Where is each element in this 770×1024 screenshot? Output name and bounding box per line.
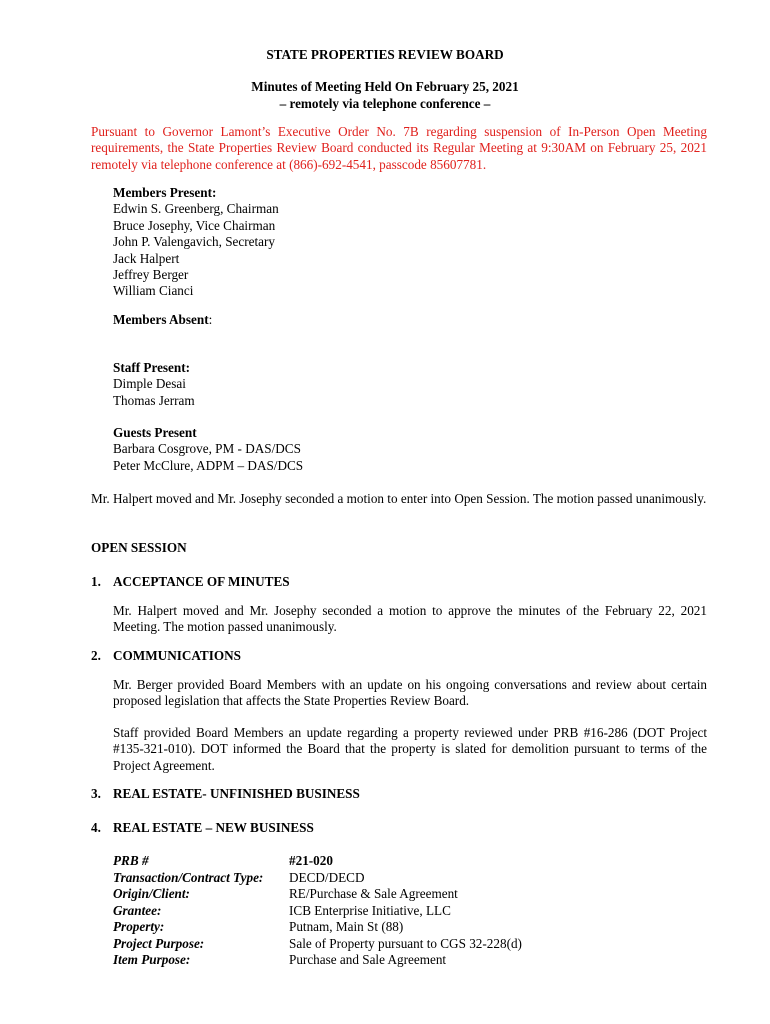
detail-label: Origin/Client:: [113, 886, 190, 901]
section-title-unfinished-business: REAL ESTATE- UNFINISHED BUSINESS: [113, 786, 360, 801]
executive-order-notice: Pursuant to Governor Lamont’s Executive Order No. 7B regarding suspension of In-Person Open Meeting requirements, the State Properties Review Board conducted its Regular Meeting at 9:30AM on February 25, 2021 remotely via telephone conference at (866)-692-4541, passcode 85607781.: [91, 124, 707, 172]
members-absent-heading: Members Absent: [113, 312, 209, 327]
detail-value: DECD/DECD: [289, 869, 365, 885]
members-present-block: [113, 185, 513, 300]
members-absent: [113, 312, 212, 328]
detail-value: RE/Purchase & Sale Agreement: [289, 886, 458, 901]
guest-name: Peter McClure, ADPM – DAS/DCS: [113, 457, 304, 473]
section-paragraph: Mr. Halpert moved and Mr. Josephy seconded a motion to approve the minutes of the February 22, 2021 Meeting. The motion passed unanimously.: [113, 603, 707, 635]
detail-row-item-purpose: [113, 952, 673, 968]
section-number: 1.: [91, 574, 101, 589]
open-session-heading: OPEN SESSION: [91, 540, 187, 555]
section-paragraph: Mr. Berger provided Board Members with an update on his ongoing conversations and review about certain proposed legislation that affects the State Properties Review Board.: [113, 677, 707, 709]
section-title-new-business: REAL ESTATE – NEW BUSINESS: [113, 820, 314, 835]
staff-name: Thomas Jerram: [113, 392, 195, 408]
section-paragraph: Staff provided Board Members an update regarding a property reviewed under PRB #16-286 (DOT Project #135-321-010). DOT informed the Board that the property is slated for demolition pursuant to terms of the Project Agreement.: [113, 725, 707, 773]
detail-row-project-purpose: [113, 936, 673, 952]
detail-value: #21-020: [289, 853, 333, 868]
guests-present-block: [113, 425, 513, 474]
detail-row-property: [113, 919, 673, 935]
members-absent-colon: :: [208, 312, 213, 327]
section-title-communications: COMMUNICATIONS: [113, 648, 241, 663]
member-name: Jack Halpert: [113, 250, 180, 266]
section-title-minutes: ACCEPTANCE OF MINUTES: [113, 574, 290, 589]
open-session-motion: Mr. Halpert moved and Mr. Josephy seconded a motion to enter into Open Session. The motion passed unanimously.: [91, 491, 707, 506]
staff-name: Dimple Desai: [113, 376, 186, 392]
meeting-date: Minutes of Meeting Held On February 25, 2021: [251, 79, 519, 94]
section-number: 3.: [91, 786, 101, 801]
detail-value: Sale of Property pursuant to CGS 32-228(d): [289, 935, 522, 951]
staff-present-block: [113, 360, 513, 409]
member-name: Edwin S. Greenberg, Chairman: [113, 201, 279, 217]
member-name: Bruce Josephy, Vice Chairman: [113, 217, 276, 233]
guests-present-heading: Guests Present: [113, 425, 197, 440]
detail-row-origin-client: [113, 886, 673, 902]
detail-row-transaction-type: [113, 870, 673, 886]
detail-label: Property:: [113, 919, 165, 934]
detail-label: PRB #: [113, 853, 149, 868]
detail-label: Item Purpose:: [113, 952, 191, 967]
detail-label: Transaction/Contract Type:: [113, 869, 264, 885]
detail-label: Grantee:: [113, 902, 162, 918]
detail-value: ICB Enterprise Initiative, LLC: [289, 902, 451, 918]
members-present-heading: Members Present:: [113, 185, 217, 200]
detail-value: Purchase and Sale Agreement: [289, 952, 447, 967]
member-name: William Cianci: [113, 283, 194, 299]
meeting-format: – remotely via telephone conference –: [279, 96, 491, 111]
member-name: Jeffrey Berger: [113, 267, 189, 283]
document-title: STATE PROPERTIES REVIEW BOARD: [266, 47, 504, 62]
detail-row-prb: [113, 853, 673, 869]
detail-row-grantee: [113, 903, 673, 919]
guest-name: Barbara Cosgrove, PM - DAS/DCS: [113, 441, 301, 457]
detail-label: Project Purpose:: [113, 935, 205, 951]
member-name: John P. Valengavich, Secretary: [113, 234, 275, 250]
section-number: 4.: [91, 820, 101, 835]
detail-value: Putnam, Main St (88): [289, 919, 404, 934]
staff-present-heading: Staff Present:: [113, 360, 191, 375]
section-number: 2.: [91, 648, 101, 663]
